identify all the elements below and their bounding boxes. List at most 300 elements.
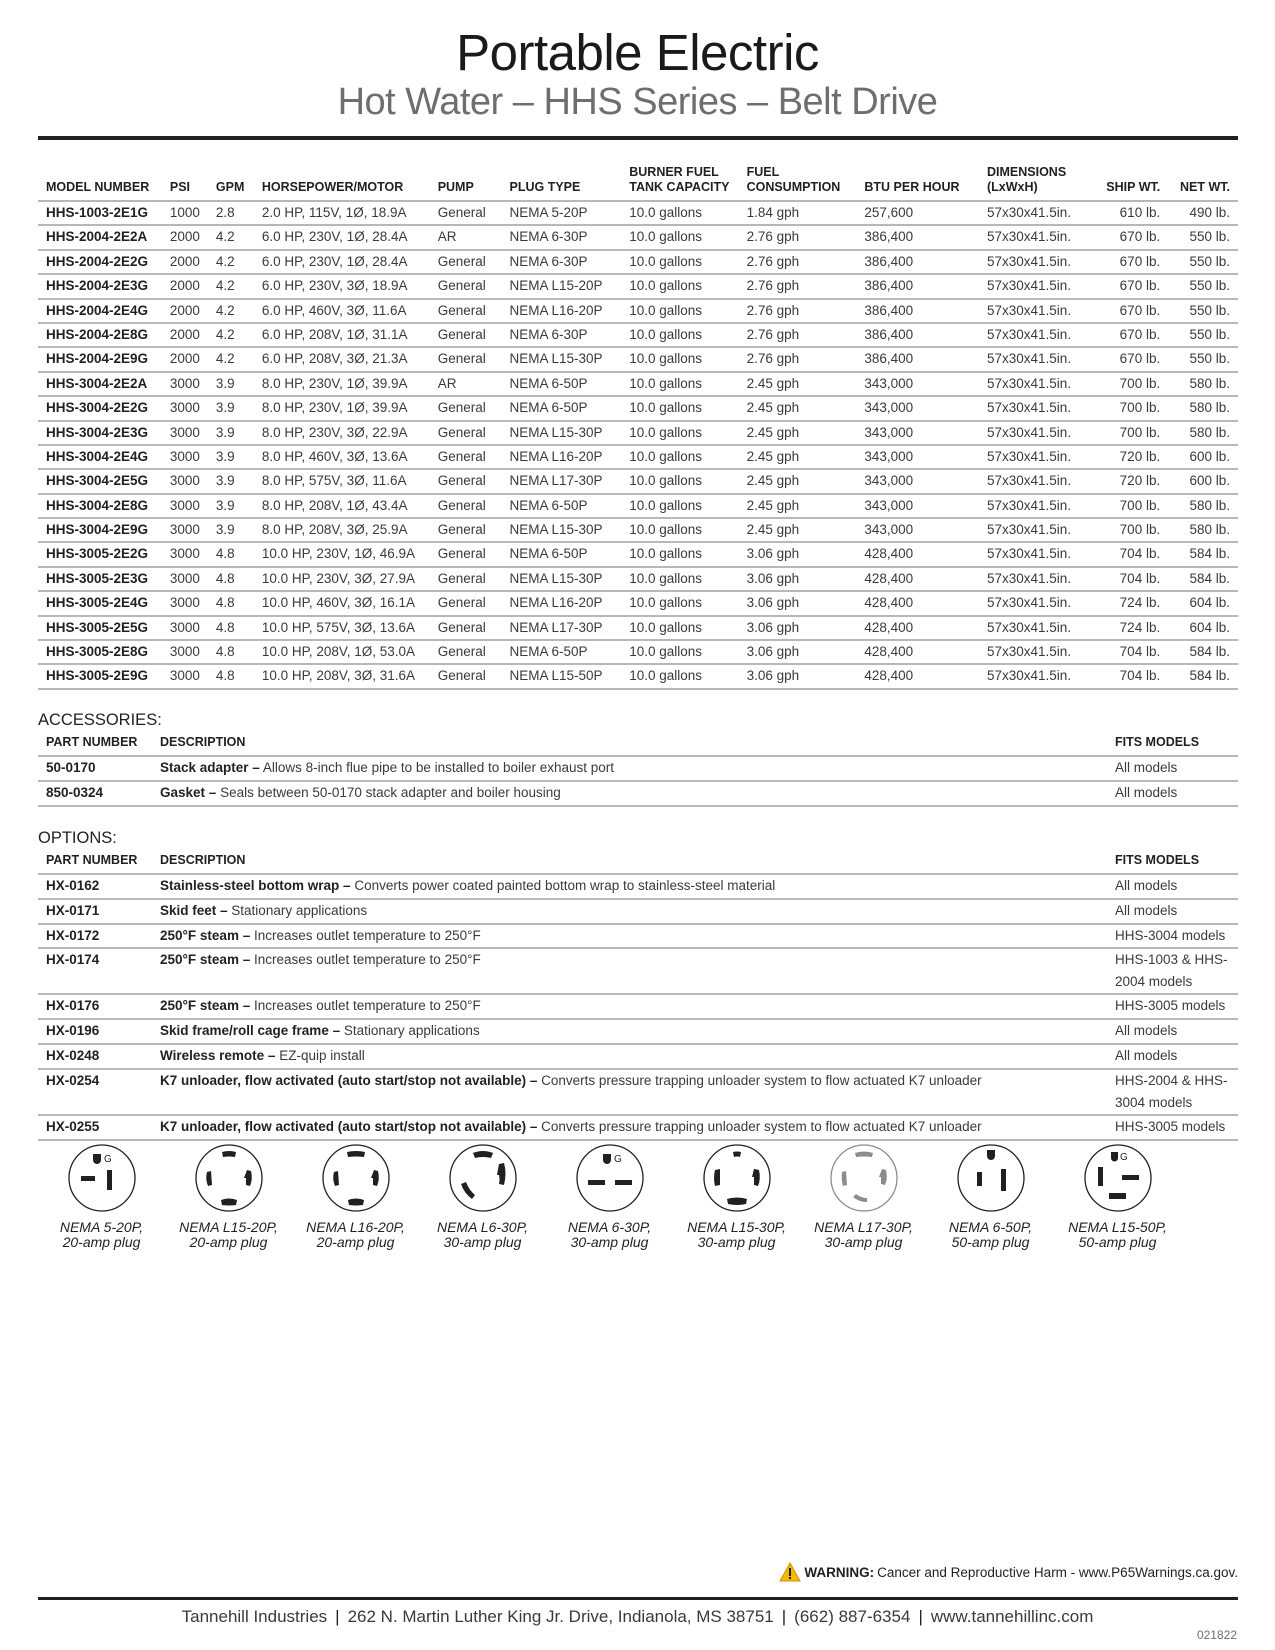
pump-cell: General	[430, 299, 502, 323]
fuel-consumption-cell: 3.06 gph	[739, 591, 857, 615]
psi-cell: 3000	[162, 518, 208, 542]
net-weight-cell: 600 lb.	[1168, 445, 1238, 469]
model-number-cell: HHS-3004-2E4G	[38, 445, 162, 469]
fuel-consumption-cell: 3.06 gph	[739, 640, 857, 664]
nema-6-50p-icon	[955, 1142, 1027, 1214]
btu-per-hour-cell: 343,000	[856, 494, 979, 518]
pump-cell: General	[430, 616, 502, 640]
item-description: Stationary applications	[343, 1023, 480, 1039]
item-name: Gasket –	[160, 784, 217, 800]
pump-cell: General	[430, 542, 502, 566]
plug-type-cell: NEMA L15-20P	[502, 274, 622, 298]
col-fits-models: FITS MODELS	[1107, 853, 1238, 874]
nema-l15-20p-icon	[193, 1142, 265, 1214]
fuel-consumption-cell: 3.06 gph	[739, 664, 857, 688]
gpm-cell: 4.8	[208, 591, 254, 615]
ship-weight-cell: 704 lb.	[1095, 542, 1169, 566]
fuel-consumption-cell: 2.76 gph	[739, 299, 857, 323]
btu-per-hour-cell: 428,400	[856, 591, 979, 615]
nema-l15-50p-icon	[1082, 1142, 1154, 1214]
btu-per-hour-cell: 428,400	[856, 640, 979, 664]
title-block	[0, 24, 1275, 124]
dimensions-cell: 57x30x41.5in.	[979, 347, 1095, 371]
description-cell	[152, 899, 1107, 924]
pump-cell: AR	[430, 225, 502, 249]
item-description: Converts pressure trapping unloader system to flow actuated K7 unloader	[541, 1118, 982, 1134]
item-name: Wireless remote –	[160, 1047, 276, 1063]
btu-per-hour-cell: 343,000	[856, 396, 979, 420]
btu-per-hour-cell: 343,000	[856, 445, 979, 469]
spec-row	[38, 225, 1238, 249]
nema-l6-30p-icon	[447, 1142, 519, 1214]
psi-cell: 3000	[162, 616, 208, 640]
item-description: Allows 8-inch flue pipe to be installed to boiler exhaust port	[262, 760, 615, 775]
nema-6-30p-icon	[574, 1142, 646, 1214]
plug-label: NEMA L15-30P, 30-amp plug	[687, 1219, 786, 1250]
part-number-cell: HX-0171	[38, 899, 152, 924]
gpm-cell: 4.2	[208, 347, 254, 371]
col-psi: PSI	[162, 165, 208, 201]
plug-label: NEMA 6-30P, 30-amp plug	[567, 1219, 652, 1250]
horsepower-motor-cell: 10.0 HP, 230V, 1Ø, 46.9A	[254, 542, 430, 566]
nema-5-20p-icon	[66, 1142, 138, 1214]
dimensions-cell: 57x30x41.5in.	[979, 250, 1095, 274]
col-fuel-consumption: FUEL CONSUMPTION	[739, 165, 857, 201]
tank-capacity-cell: 10.0 gallons	[621, 567, 738, 591]
gpm-cell: 4.8	[208, 542, 254, 566]
plug-type-cell: NEMA L15-30P	[502, 518, 622, 542]
description-cell	[152, 924, 1107, 949]
options-row	[38, 924, 1238, 949]
spec-row	[38, 347, 1238, 371]
gpm-cell: 4.2	[208, 225, 254, 249]
plug-type-cell: NEMA L15-50P	[502, 664, 622, 688]
tank-capacity-cell: 10.0 gallons	[621, 250, 738, 274]
psi-cell: 3000	[162, 469, 208, 493]
fuel-consumption-cell: 3.06 gph	[739, 616, 857, 640]
tank-capacity-cell: 10.0 gallons	[621, 225, 738, 249]
description-cell	[152, 994, 1107, 1019]
horsepower-motor-cell: 8.0 HP, 208V, 3Ø, 25.9A	[254, 518, 430, 542]
part-number-cell: HX-0176	[38, 994, 152, 1019]
footer-phone: (662) 887-6354	[794, 1607, 911, 1626]
model-number-cell: HHS-2004-2E4G	[38, 299, 162, 323]
ship-weight-cell: 700 lb.	[1095, 494, 1169, 518]
footer	[0, 1607, 1275, 1627]
spec-row	[38, 494, 1238, 518]
pump-cell: General	[430, 347, 502, 371]
spec-row	[38, 323, 1238, 347]
tank-capacity-cell: 10.0 gallons	[621, 372, 738, 396]
accessories-header-row	[38, 735, 1238, 756]
plug-label: NEMA 5-20P, 20-amp plug	[59, 1219, 144, 1250]
dimensions-cell: 57x30x41.5in.	[979, 494, 1095, 518]
plug-type-cell: NEMA L16-20P	[502, 591, 622, 615]
spec-row	[38, 616, 1238, 640]
ship-weight-cell: 720 lb.	[1095, 469, 1169, 493]
plug-type-cell: NEMA 6-50P	[502, 640, 622, 664]
plug-type-cell: NEMA 6-50P	[502, 372, 622, 396]
spec-header-row	[38, 165, 1238, 201]
horsepower-motor-cell: 8.0 HP, 230V, 1Ø, 39.9A	[254, 396, 430, 420]
plug-type-cell: NEMA 6-30P	[502, 250, 622, 274]
plug-item	[546, 1142, 673, 1250]
horsepower-motor-cell: 8.0 HP, 460V, 3Ø, 13.6A	[254, 445, 430, 469]
svg-text:G: G	[103, 1154, 112, 1165]
model-number-cell: HHS-2004-2E2A	[38, 225, 162, 249]
ship-weight-cell: 704 lb.	[1095, 664, 1169, 688]
ship-weight-cell: 720 lb.	[1095, 445, 1169, 469]
col-tank-capacity: BURNER FUEL TANK CAPACITY	[621, 165, 738, 201]
dimensions-cell: 57x30x41.5in.	[979, 640, 1095, 664]
footer-separator: |	[781, 1607, 787, 1626]
fuel-consumption-cell: 3.06 gph	[739, 542, 857, 566]
plug-item	[419, 1142, 546, 1250]
fuel-consumption-cell: 2.45 gph	[739, 469, 857, 493]
horsepower-motor-cell: 6.0 HP, 208V, 1Ø, 31.1A	[254, 323, 430, 347]
btu-per-hour-cell: 428,400	[856, 664, 979, 688]
tank-capacity-cell: 10.0 gallons	[621, 494, 738, 518]
net-weight-cell: 584 lb.	[1168, 664, 1238, 688]
fuel-consumption-cell: 2.76 gph	[739, 323, 857, 347]
btu-per-hour-cell: 386,400	[856, 225, 979, 249]
item-description: Converts power coated painted bottom wrap to stainless-steel material	[354, 878, 776, 893]
fuel-consumption-cell: 2.76 gph	[739, 225, 857, 249]
col-description: DESCRIPTION	[152, 735, 1107, 756]
dimensions-cell: 57x30x41.5in.	[979, 225, 1095, 249]
plug-label: NEMA L6-30P, 30-amp plug	[436, 1219, 529, 1250]
net-weight-cell: 600 lb.	[1168, 469, 1238, 493]
net-weight-cell: 580 lb.	[1168, 372, 1238, 396]
ship-weight-cell: 700 lb.	[1095, 372, 1169, 396]
btu-per-hour-cell: 257,600	[856, 201, 979, 225]
plug-type-cell: NEMA L16-20P	[502, 299, 622, 323]
item-name: Skid feet –	[160, 902, 228, 918]
plug-type-cell: NEMA L15-30P	[502, 567, 622, 591]
model-number-cell: HHS-2004-2E2G	[38, 250, 162, 274]
spec-row	[38, 250, 1238, 274]
tank-capacity-cell: 10.0 gallons	[621, 542, 738, 566]
gpm-cell: 3.9	[208, 396, 254, 420]
spec-row	[38, 299, 1238, 323]
ship-weight-cell: 610 lb.	[1095, 201, 1169, 225]
plug-label: NEMA L16-20P, 20-amp plug	[306, 1219, 405, 1250]
net-weight-cell: 550 lb.	[1168, 250, 1238, 274]
col-description: DESCRIPTION	[152, 853, 1107, 874]
net-weight-cell: 584 lb.	[1168, 567, 1238, 591]
part-number-cell: 850-0324	[38, 781, 152, 806]
psi-cell: 3000	[162, 445, 208, 469]
pump-cell: General	[430, 518, 502, 542]
plug-type-cell: NEMA 6-50P	[502, 542, 622, 566]
gpm-cell: 4.2	[208, 323, 254, 347]
plug-type-cell: NEMA L16-20P	[502, 445, 622, 469]
btu-per-hour-cell: 386,400	[856, 323, 979, 347]
warning-label: WARNING:	[804, 1564, 875, 1580]
ship-weight-cell: 670 lb.	[1095, 274, 1169, 298]
item-name: K7 unloader, flow activated (auto start/stop not available) –	[160, 1118, 538, 1134]
options-row	[38, 874, 1238, 899]
psi-cell: 2000	[162, 225, 208, 249]
net-weight-cell: 580 lb.	[1168, 494, 1238, 518]
model-number-cell: HHS-3005-2E3G	[38, 567, 162, 591]
pump-cell: General	[430, 396, 502, 420]
net-weight-cell: 604 lb.	[1168, 591, 1238, 615]
nema-l17-30p-icon	[828, 1142, 900, 1214]
net-weight-cell: 580 lb.	[1168, 518, 1238, 542]
part-number-cell: 50-0170	[38, 756, 152, 781]
spec-row	[38, 542, 1238, 566]
ship-weight-cell: 700 lb.	[1095, 421, 1169, 445]
tank-capacity-cell: 10.0 gallons	[621, 396, 738, 420]
col-pump: PUMP	[430, 165, 502, 201]
spec-row	[38, 201, 1238, 225]
psi-cell: 1000	[162, 201, 208, 225]
footer-separator: |	[918, 1607, 923, 1626]
spec-row	[38, 640, 1238, 664]
footer-separator: |	[335, 1607, 340, 1626]
fits-models-cell: HHS-3005 models	[1107, 1115, 1238, 1140]
horsepower-motor-cell: 6.0 HP, 208V, 3Ø, 21.3A	[254, 347, 430, 371]
net-weight-cell: 550 lb.	[1168, 274, 1238, 298]
model-number-cell: HHS-3004-2E2G	[38, 396, 162, 420]
tank-capacity-cell: 10.0 gallons	[621, 347, 738, 371]
gpm-cell: 3.9	[208, 469, 254, 493]
spec-row	[38, 469, 1238, 493]
col-gpm: GPM	[208, 165, 254, 201]
net-weight-cell: 550 lb.	[1168, 299, 1238, 323]
accessories-heading: ACCESSORIES:	[38, 711, 162, 729]
dimensions-cell: 57x30x41.5in.	[979, 591, 1095, 615]
btu-per-hour-cell: 386,400	[856, 274, 979, 298]
model-number-cell: HHS-2004-2E8G	[38, 323, 162, 347]
warning-text: Cancer and Reproductive Harm - www.P65Warnings.ca.gov.	[877, 1564, 1238, 1580]
dimensions-cell: 57x30x41.5in.	[979, 201, 1095, 225]
horsepower-motor-cell: 6.0 HP, 230V, 1Ø, 28.4A	[254, 250, 430, 274]
part-number-cell: HX-0174	[38, 948, 152, 994]
tank-capacity-cell: 10.0 gallons	[621, 469, 738, 493]
options-row	[38, 1069, 1238, 1115]
col-ship-weight: SHIP WT.	[1095, 165, 1169, 201]
spec-row	[38, 664, 1238, 688]
fits-models-cell: HHS-3005 models	[1107, 994, 1238, 1019]
tank-capacity-cell: 10.0 gallons	[621, 323, 738, 347]
btu-per-hour-cell: 386,400	[856, 347, 979, 371]
part-number-cell: HX-0254	[38, 1069, 152, 1115]
dimensions-cell: 57x30x41.5in.	[979, 518, 1095, 542]
psi-cell: 3000	[162, 664, 208, 688]
accessories-table	[38, 735, 1238, 807]
document-code: 021822	[1196, 1628, 1237, 1642]
psi-cell: 3000	[162, 591, 208, 615]
psi-cell: 3000	[162, 567, 208, 591]
tank-capacity-cell: 10.0 gallons	[621, 664, 738, 688]
psi-cell: 2000	[162, 347, 208, 371]
tank-capacity-cell: 10.0 gallons	[621, 616, 738, 640]
footer-divider	[38, 1597, 1238, 1600]
ship-weight-cell: 670 lb.	[1095, 225, 1169, 249]
description-cell	[152, 1115, 1107, 1140]
model-number-cell: HHS-3004-2E9G	[38, 518, 162, 542]
plug-item	[38, 1142, 165, 1250]
gpm-cell: 4.2	[208, 274, 254, 298]
ship-weight-cell: 700 lb.	[1095, 518, 1169, 542]
pump-cell: AR	[430, 372, 502, 396]
model-number-cell: HHS-3004-2E2A	[38, 372, 162, 396]
pump-cell: General	[430, 445, 502, 469]
fuel-consumption-cell: 2.45 gph	[739, 518, 857, 542]
spec-row	[38, 445, 1238, 469]
fuel-consumption-cell: 2.76 gph	[739, 250, 857, 274]
item-name: Stack adapter –	[160, 760, 260, 775]
col-part-number: PART NUMBER	[38, 735, 152, 756]
btu-per-hour-cell: 343,000	[856, 372, 979, 396]
psi-cell: 3000	[162, 396, 208, 420]
options-row	[38, 1115, 1238, 1140]
model-number-cell: HHS-3004-2E3G	[38, 421, 162, 445]
options-row	[38, 994, 1238, 1019]
gpm-cell: 4.8	[208, 616, 254, 640]
item-description: Seals between 50-0170 stack adapter and boiler housing	[220, 784, 561, 800]
description-cell	[152, 948, 1107, 994]
col-dimensions: DIMENSIONS (LxWxH)	[979, 165, 1095, 201]
tank-capacity-cell: 10.0 gallons	[621, 591, 738, 615]
fits-models-cell: All models	[1107, 756, 1238, 781]
options-row	[38, 1019, 1238, 1044]
plug-item	[673, 1142, 800, 1250]
horsepower-motor-cell: 10.0 HP, 460V, 3Ø, 16.1A	[254, 591, 430, 615]
gpm-cell: 3.9	[208, 445, 254, 469]
svg-text:G: G	[1119, 1152, 1128, 1163]
item-name: Skid frame/roll cage frame –	[160, 1023, 341, 1039]
part-number-cell: HX-0248	[38, 1044, 152, 1069]
ship-weight-cell: 704 lb.	[1095, 640, 1169, 664]
horsepower-motor-cell: 6.0 HP, 460V, 3Ø, 11.6A	[254, 299, 430, 323]
fuel-consumption-cell: 1.84 gph	[739, 201, 857, 225]
description-cell	[152, 1044, 1107, 1069]
plug-item	[927, 1142, 1054, 1250]
item-name: 250°F steam –	[160, 998, 251, 1014]
part-number-cell: HX-0172	[38, 924, 152, 949]
description-cell	[152, 1019, 1107, 1044]
plug-label: NEMA L15-50P, 50-amp plug	[1068, 1219, 1167, 1250]
model-number-cell: HHS-3005-2E5G	[38, 616, 162, 640]
psi-cell: 3000	[162, 542, 208, 566]
plug-type-legend	[38, 1142, 1238, 1250]
svg-text:G: G	[613, 1154, 622, 1165]
pump-cell: General	[430, 469, 502, 493]
gpm-cell: 4.8	[208, 567, 254, 591]
header-divider	[38, 136, 1238, 140]
net-weight-cell: 604 lb.	[1168, 616, 1238, 640]
ship-weight-cell: 704 lb.	[1095, 567, 1169, 591]
footer-website[interactable]: www.tannehillinc.com	[930, 1607, 1094, 1626]
plug-label: NEMA L17-30P, 30-amp plug	[814, 1219, 913, 1250]
gpm-cell: 4.8	[208, 640, 254, 664]
btu-per-hour-cell: 386,400	[856, 299, 979, 323]
btu-per-hour-cell: 428,400	[856, 542, 979, 566]
net-weight-cell: 550 lb.	[1168, 347, 1238, 371]
dimensions-cell: 57x30x41.5in.	[979, 542, 1095, 566]
tank-capacity-cell: 10.0 gallons	[621, 445, 738, 469]
ship-weight-cell: 724 lb.	[1095, 591, 1169, 615]
plug-label: NEMA L15-20P, 20-amp plug	[179, 1219, 278, 1250]
pump-cell: General	[430, 323, 502, 347]
net-weight-cell: 550 lb.	[1168, 323, 1238, 347]
fuel-consumption-cell: 2.76 gph	[739, 347, 857, 371]
footer-company: Tannehill Industries	[181, 1607, 328, 1626]
col-horsepower: HORSEPOWER/MOTOR	[254, 165, 430, 201]
col-net-weight: NET WT.	[1168, 165, 1238, 201]
fuel-consumption-cell: 3.06 gph	[739, 567, 857, 591]
psi-cell: 2000	[162, 250, 208, 274]
item-description: Increases outlet temperature to 250°F	[253, 998, 481, 1014]
accessories-row	[38, 781, 1238, 806]
options-header-row	[38, 853, 1238, 874]
page-title: Portable Electric	[456, 24, 819, 81]
dimensions-cell: 57x30x41.5in.	[979, 421, 1095, 445]
psi-cell: 3000	[162, 640, 208, 664]
pump-cell: General	[430, 421, 502, 445]
btu-per-hour-cell: 428,400	[856, 567, 979, 591]
options-row	[38, 1044, 1238, 1069]
plug-type-cell: NEMA L15-30P	[502, 347, 622, 371]
ship-weight-cell: 670 lb.	[1095, 250, 1169, 274]
item-description: Stationary applications	[231, 902, 368, 918]
ship-weight-cell: 724 lb.	[1095, 616, 1169, 640]
btu-per-hour-cell: 428,400	[856, 616, 979, 640]
item-description: Increases outlet temperature to 250°F	[253, 927, 481, 943]
gpm-cell: 4.2	[208, 299, 254, 323]
dimensions-cell: 57x30x41.5in.	[979, 372, 1095, 396]
item-name: Stainless-steel bottom wrap –	[160, 878, 351, 893]
psi-cell: 3000	[162, 372, 208, 396]
dimensions-cell: 57x30x41.5in.	[979, 567, 1095, 591]
horsepower-motor-cell: 2.0 HP, 115V, 1Ø, 18.9A	[254, 201, 430, 225]
spec-row	[38, 274, 1238, 298]
fits-models-cell: All models	[1107, 899, 1238, 924]
options-row	[38, 948, 1238, 994]
accessories-row	[38, 756, 1238, 781]
fits-models-cell: All models	[1107, 781, 1238, 806]
btu-per-hour-cell: 343,000	[856, 421, 979, 445]
horsepower-motor-cell: 8.0 HP, 208V, 1Ø, 43.4A	[254, 494, 430, 518]
horsepower-motor-cell: 10.0 HP, 208V, 3Ø, 31.6A	[254, 664, 430, 688]
gpm-cell: 3.9	[208, 518, 254, 542]
dimensions-cell: 57x30x41.5in.	[979, 274, 1095, 298]
ship-weight-cell: 670 lb.	[1095, 299, 1169, 323]
horsepower-motor-cell: 10.0 HP, 230V, 3Ø, 27.9A	[254, 567, 430, 591]
dimensions-cell: 57x30x41.5in.	[979, 616, 1095, 640]
fits-models-cell: HHS-2004 & HHS-3004 models	[1107, 1069, 1238, 1115]
gpm-cell: 3.9	[208, 372, 254, 396]
dimensions-cell: 57x30x41.5in.	[979, 323, 1095, 347]
col-model: MODEL NUMBER	[38, 165, 162, 201]
item-name: 250°F steam –	[160, 927, 251, 943]
btu-per-hour-cell: 386,400	[856, 250, 979, 274]
pump-cell: General	[430, 201, 502, 225]
model-number-cell: HHS-3005-2E2G	[38, 542, 162, 566]
spec-row	[38, 518, 1238, 542]
description-cell	[152, 874, 1107, 899]
plug-item	[165, 1142, 292, 1250]
pump-cell: General	[430, 664, 502, 688]
fits-models-cell: HHS-1003 & HHS-2004 models	[1107, 948, 1238, 994]
horsepower-motor-cell: 6.0 HP, 230V, 3Ø, 18.9A	[254, 274, 430, 298]
psi-cell: 3000	[162, 421, 208, 445]
nema-l15-30p-icon	[701, 1142, 773, 1214]
dimensions-cell: 57x30x41.5in.	[979, 664, 1095, 688]
